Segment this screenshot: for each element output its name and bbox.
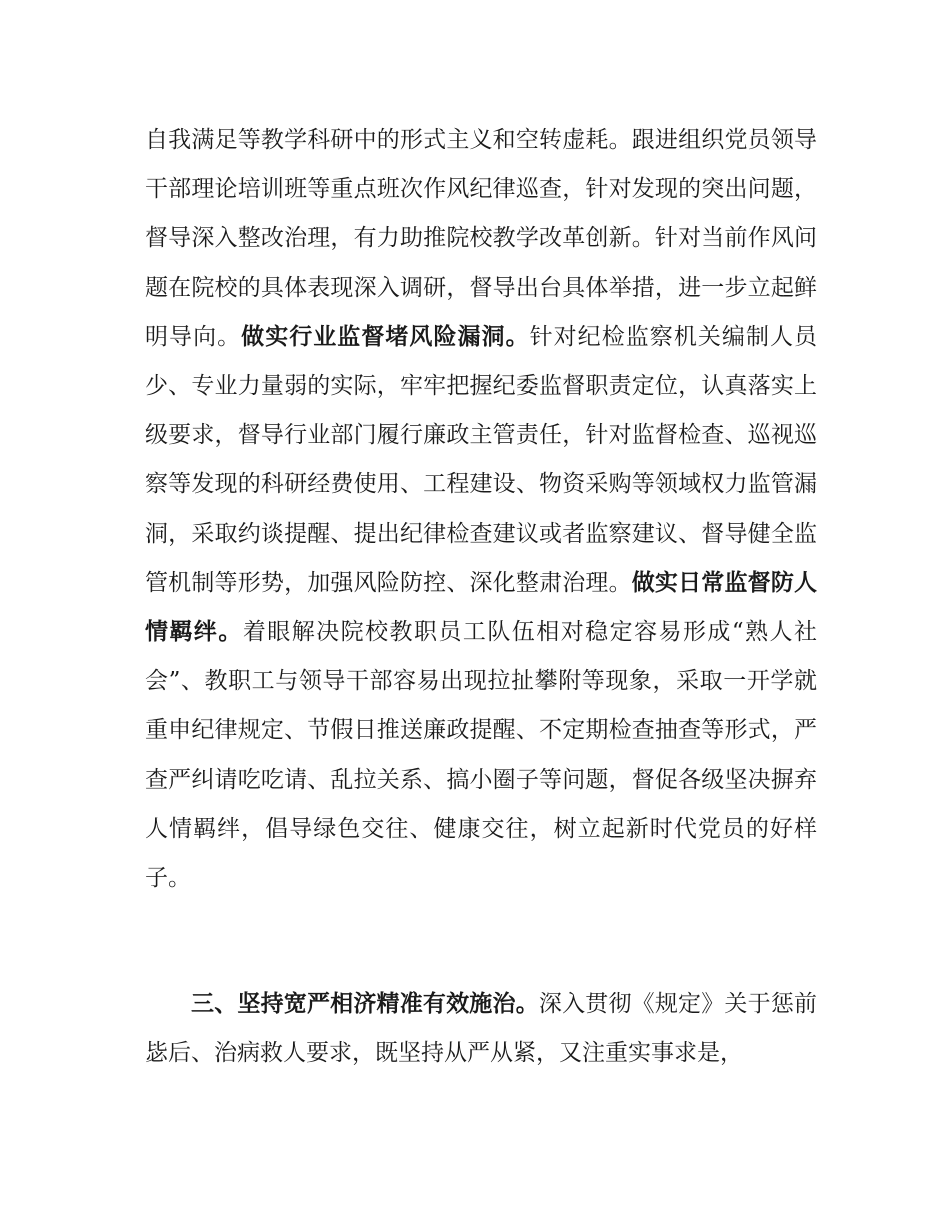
paragraph-text: 自我满足等教学科研中的形式主义和空转虚耗。跟进组织党员领导干部理论培训班等重点班次作风纪律巡查，针对发现的突出问题，督导深入整改治理，有力助推院校教学改革创新。针对当前作风问题在院校的具体表现深入调研，督导出台具体举措，进一步立起鲜明导向。: [145, 127, 817, 350]
paragraph-text: 着眼解决院校教职员工队伍相对稳定容易形成“熟人社会”、教职工与领导干部容易出现拉扯攀附等现象，采取一开学就重申纪律规定、节假日推送廉政提醒、不定期检查抽查等形式，严查严纠请吃吃请、乱拉关系、搞小圈子等问题，督促各级坚决摒弃人情羁绊，倡导绿色交往、健康交往，树立起新时代党员的好样子。: [145, 619, 817, 892]
section-heading: 三、坚持宽严相济精准有效施治。: [191, 991, 539, 1017]
body-paragraph: [145, 116, 817, 903]
paragraph-text: 深入贯彻《规定》关于惩前毖后、治病救人要求，既坚持从严从紧，又注重实事求是，: [145, 991, 818, 1067]
bold-subheading: 做实行业监督堵风险漏洞。: [241, 323, 530, 350]
section-paragraph: [145, 980, 817, 1078]
bold-subheading: 做实日常监督防人情羁绊。: [145, 569, 818, 646]
paragraph-text: 针对纪检监察机关编制人员少、专业力量弱的实际，牢牢把握纪委监督职责定位，认真落实上级要求，督导行业部门履行廉政主管责任，针对监督检查、巡视巡察等发现的科研经费使用、工程建设、物资采购等领域权力监管漏洞，采取约谈提醒、提出纪律检查建议或者监察建议、督导健全监管机制等形势，加强风险防控、深化整肃治理。: [145, 323, 818, 596]
